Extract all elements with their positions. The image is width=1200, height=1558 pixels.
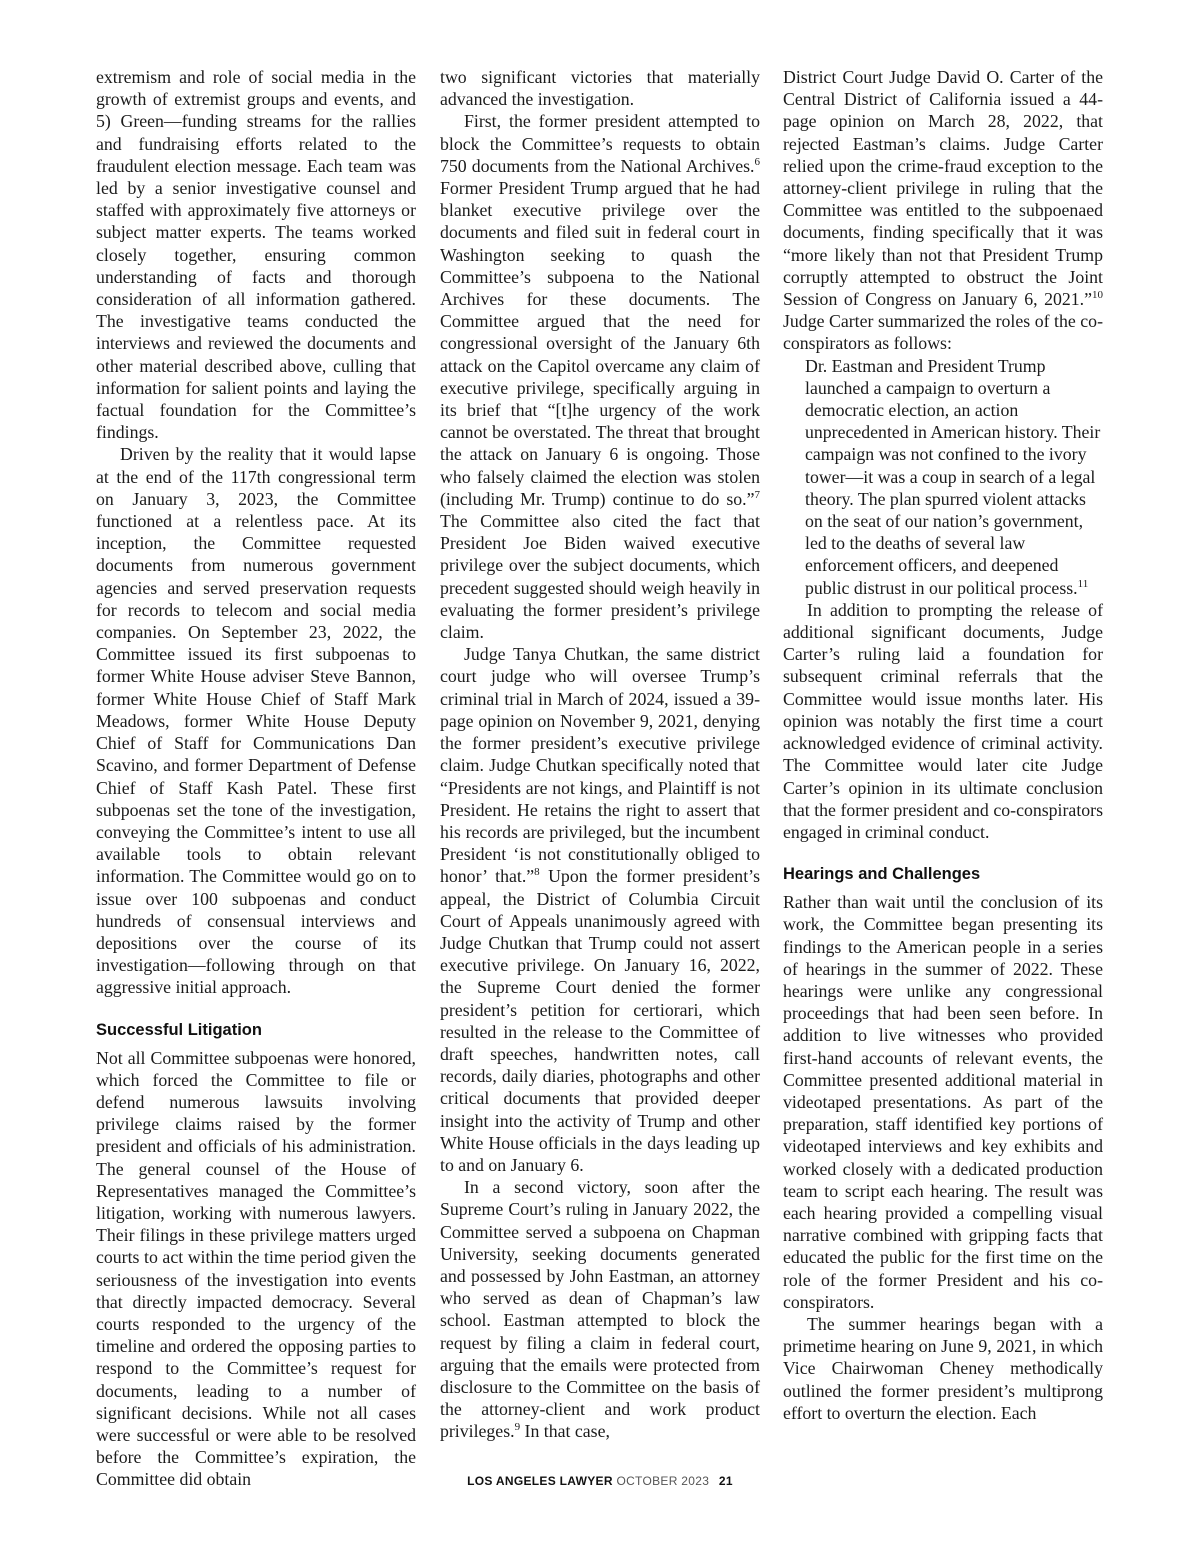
magazine-name: LOS ANGELES LAWYER	[467, 1474, 613, 1488]
paragraph: Driven by the reality that it would lapse at the end of the 117th congressional term on January 3, 2023, the Committee functioned at a relentless pace. At its inception, the Committee requested documents from numerous government agencies and served preservation requests for records to telecom and social media companies. On September 23, 2022, the Committee issued its first subpoenas to former White House adviser Steve Bannon, former White House Chief of Staff Mark Meadows, former White House Deputy Chief of Staff for Communications Dan Scavino, and former Department of Defense Chief of Staff Kash Patel. These first subpoenas set the tone of the investigation, conveying the Committee’s intent to use all available tools to obtain relevant information. The Committee would go on to issue over 100 subpoenas and conduct hundreds of consensual interviews and depositions over the course of its investigation—following through on that aggressive initial approach.	[96, 444, 416, 998]
footnote-marker: 11	[1077, 577, 1089, 590]
text-run: First, the former president attempted to block the Committee’s requests to obtain 750 documents from the National Archives.	[440, 111, 760, 176]
text-run: Judge Carter summarized the roles of the co-conspirators as follows:	[783, 311, 1103, 354]
paragraph	[440, 1176, 760, 1442]
paragraph: two significant victories that materially advanced the investigation.	[440, 67, 760, 110]
footnote-marker: 7	[754, 488, 760, 501]
text-run: Upon the former president’s appeal, the District of Columbia Circuit Court of Appeals unanimously agreed with Judge Chutkan that Trump could not assert executive privilege. On January 16, 2022, the Supreme Court denied the former president’s petition for certiorari, which resulted in the release to the Committee of draft speeches, handwritten notes, call records, daily diaries, photographs and other critical documents that provided deeper insight into the activity of Trump and other White House officials in the days leading up to and on January 6.	[440, 866, 760, 1175]
text-column-2	[440, 66, 760, 1456]
text-run: The Committee also cited the fact that President Joe Biden waived executive privilege over the subject documents, which precedent suggested should weigh heavily in evaluating the former president’s privilege claim.	[440, 511, 760, 643]
page-number: 21	[718, 1474, 733, 1488]
footnote-marker: 9	[514, 1421, 521, 1434]
paragraph: The summer hearings began with a primetime hearing on June 9, 2021, in which Vice Chairwoman Cheney methodically outlined the former president’s multiprong effort to overturn the election. Each	[783, 1313, 1103, 1423]
quote-text: Dr. Eastman and President Trump launched a campaign to overturn a democratic election, an action unprecedented in American history. Their campaign was not confined to the ivory tower—it was a coup in search of a legal theory. The plan spurred violent attacks on the seat of our nation’s government, led to the deaths of several law enforcement officers, and deepened public distrust in our political process.	[805, 355, 1101, 598]
paragraph: Not all Committee subpoenas were honored, which forced the Committee to file or defend numerous lawsuits involving privilege claims raised by the former president and officials of his administration. The general counsel of the House of Representatives managed the Committee’s litigation, working with numerous lawyers. Their filings in these privilege matters urged courts to act within the time period given the seriousness of the investigation into events that directly impacted democracy. Several courts responded to the urgency of the timeline and ordered the opposing parties to respond to the Committee’s request for documents, leading to a number of significant decisions. While not all cases were successful or were able to be resolved before the Committee’s expiration, the Committee did obtain	[96, 1047, 416, 1490]
paragraph: Rather than wait until the conclusion of its work, the Committee began presenting its findings to the American people in a series of hearings in the summer of 2022. These hearings were unlike any congressional proceedings that had been seen before. In addition to live witnesses who provided first-hand accounts of relevant events, the Committee presented additional material in videotaped presentations. As part of the preparation, staff identified key portions of videotaped interviews and key exhibits and worked closely with a dedicated production team to script each hearing. The result was each hearing provided a compelling visual narrative combined with gripping facts that educated the public for the first time on the role of the former President and his co-conspirators.	[783, 892, 1103, 1312]
text-run: In a second victory, soon after the Supreme Court’s ruling in January 2022, the Committee served a subpoena on Chapman University, seeking documents generated and possessed by John Eastman, an attorney who served as dean of Chapman’s law school. Eastman attempted to block the request by filing a claim in federal court, arguing that the emails were protected from disclosure to the Committee on the basis of the attorney-client and work product privileges.	[440, 1177, 760, 1442]
footnote-marker: 8	[534, 866, 540, 879]
text-run: Judge Tanya Chutkan, the same district court judge who will oversee Trump’s criminal trial in March of 2024, issued a 39-page opinion on November 9, 2021, denying the former president’s executive privilege claim. Judge Chutkan specifically noted that “Presidents are not kings, and Plaintiff is not President. He retains the right to assert that his records are privileged, but the incumbent President ‘is not constitutionally obliged to honor’ that.”	[440, 644, 760, 887]
text-column-3	[783, 66, 1103, 1456]
text-run: In that case,	[520, 1421, 610, 1442]
text-run: District Court Judge David O. Carter of the Central District of California issued a 44-page opinion on March 28, 2022, that rejected Eastman’s claims. Judge Carter relied upon the crime-fraud exception to the attorney-client privilege in ruling that the Committee was entitled to the subpoenaed documents, finding specifically that it was “more likely than not that President Trump corruptly attempted to obstruct the Joint Session of Congress on January 6, 2021.”	[783, 67, 1103, 310]
footnote-marker: 10	[1092, 289, 1103, 302]
page-footer	[0, 1474, 1200, 1488]
paragraph	[440, 643, 760, 1176]
issue-date: OCTOBER 2023	[616, 1474, 710, 1488]
block-quote	[805, 355, 1103, 599]
paragraph: In addition to prompting the release of additional significant documents, Judge Carter’s ruling laid a foundation for subsequent criminal referrals that the Committee would issue months later. His opinion was notably the first time a court acknowledged evidence of criminal activity. The Committee would later cite Judge Carter’s opinion in its ultimate conclusion that the former president and co-conspirators engaged in criminal conduct.	[783, 599, 1103, 842]
section-heading-successful-litigation: Successful Litigation	[96, 1020, 262, 1039]
paragraph	[783, 66, 1103, 355]
paragraph: extremism and role of social media in the growth of extremist groups and events, and 5) Green—funding streams for the rallies and fundraising efforts related to the fraudulent election message. Each team was led by a senior investigative counsel and staffed with approximately five attorneys or subject matter experts. The teams worked closely together, ensuring common understanding of facts and thorough consideration of all information gathered. The investigative teams conducted the interviews and reviewed the documents and other material described above, culling that information for salient points and laying the factual foundation for the Committee’s findings.	[96, 67, 416, 443]
text-run: Former President Trump argued that he had blanket executive privilege over the documents and filed suit in federal court in Washington seeking to quash the Committee’s subpoena to the National Archives for these documents. The Committee argued that the need for congressional oversight of the January 6th attack on the Capitol overcame any claim of executive privilege, specifically arguing in its brief that “[t]he urgency of the work cannot be overstated. The threat that brought the attack on January 6 is ongoing. Those who falsely claimed the election was stolen (including Mr. Trump) continue to do so.”	[440, 178, 760, 509]
footnote-marker: 6	[754, 155, 760, 168]
section-heading-hearings-and-challenges: Hearings and Challenges	[783, 865, 981, 884]
paragraph	[440, 110, 760, 643]
text-column-1	[96, 66, 416, 1490]
